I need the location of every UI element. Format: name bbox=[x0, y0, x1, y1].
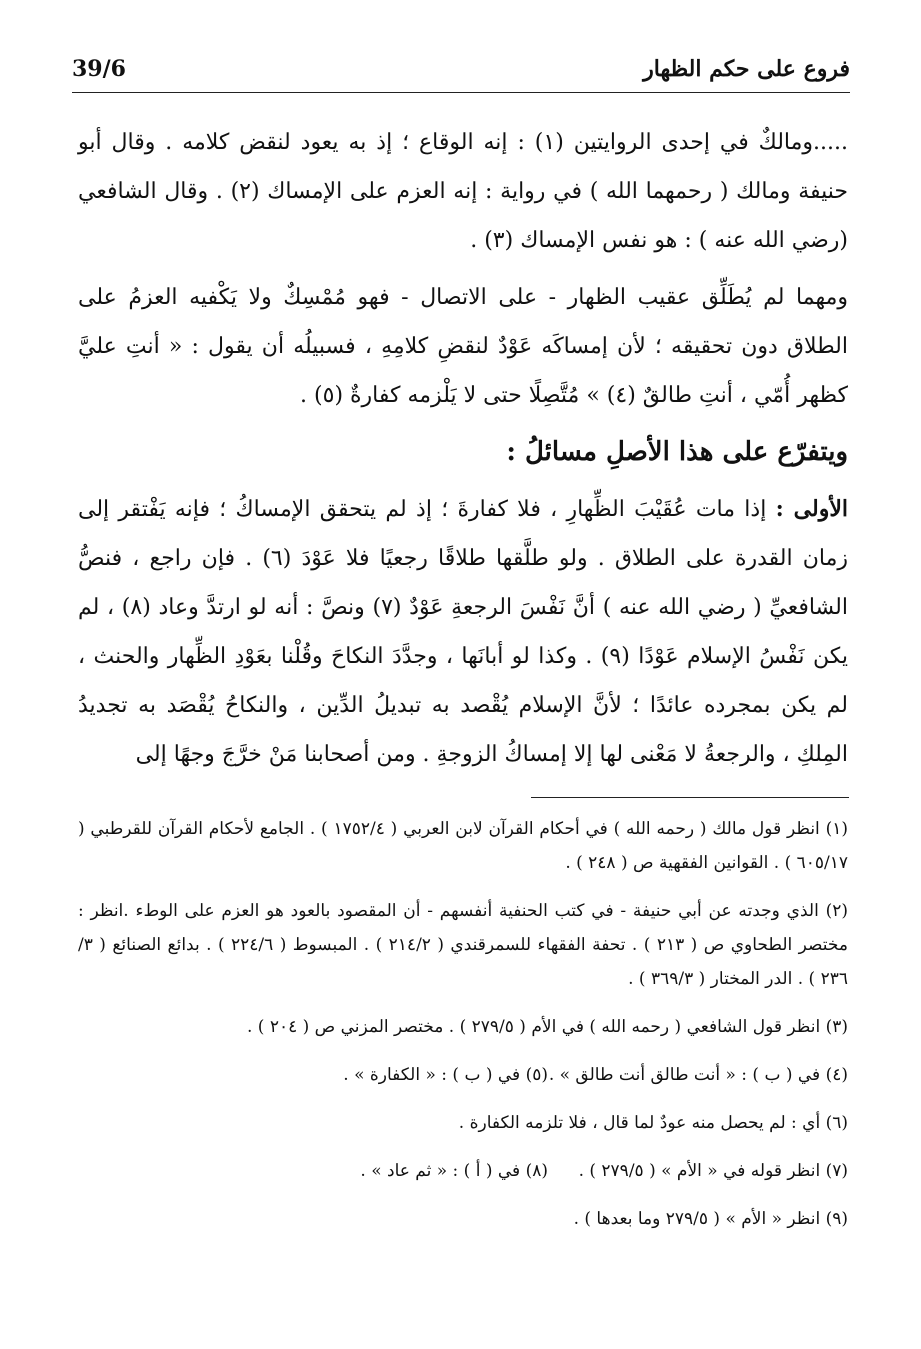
main-text bbox=[78, 118, 848, 787]
paragraph: ومهما لم يُطَلِّق عقيب الظهار - على الاتصال - فهو مُمْسِكٌ ولا يَكْفيه العزمُ على الطلاق دون تحقيقه ؛ لأن إمساكَه عَوْدٌ لنقضِ كلامِهِ ، فسبيلُه أن يقول : « أنتِ عليَّ كظهر أُمّي ، أنتِ طالقٌ (٤) » مُتَّصِلًا حتى لا يَلْزمه كفارةٌ (٥) . bbox=[78, 285, 848, 408]
section-heading: ويتفرّع على هذا الأصلِ مسائلُ : bbox=[506, 437, 848, 467]
footnote-8: (٨) في ( أ ) : « ثم عاد » . bbox=[360, 1161, 548, 1181]
paragraph bbox=[78, 485, 848, 779]
footnote-separator bbox=[531, 797, 849, 798]
footnote-9: (٩) انظر « الأم » ( ٢٧٩/٥ وما بعدها ) . bbox=[573, 1209, 848, 1229]
footnote-1: (١) انظر قول مالك ( رحمه الله ) في أحكام القرآن لابن العربي ( ١٧٥٢/٤ ) . الجامع لأحكام القرآن للقرطبي ( ٦٠٥/١٧ ) . القوانين الفقهية ص ( ٢٤٨ ) . bbox=[78, 819, 848, 873]
footnote-5: (٥) في ( ب ) : « الكفارة » . bbox=[343, 1065, 548, 1085]
issue-label: الأولى : bbox=[775, 496, 848, 522]
footnote-3: (٣) انظر قول الشافعي ( رحمه الله ) في الأم ( ٢٧٩/٥ ) . مختصر المزني ص ( ٢٠٤ ) . bbox=[246, 1017, 848, 1037]
footnotes bbox=[78, 812, 848, 1250]
footnote-4: (٤) في ( ب ) : « أنت طالق أنت طالق » . bbox=[548, 1065, 848, 1085]
footnote-6: (٦) أي : لم يحصل منه عودٌ لما قال ، فلا تلزمه الكفارة . bbox=[458, 1113, 848, 1133]
chapter-title: فروع على حكم الظهار bbox=[643, 56, 850, 82]
running-header bbox=[72, 52, 850, 93]
footnote-7: (٧) انظر قوله في « الأم » ( ٢٧٩/٥ ) . bbox=[578, 1161, 848, 1181]
paragraph-text: إذا مات عُقَيْبَ الظِّهارِ ، فلا كفارةَ ؛ إذ لم يتحقق الإمساكُ ؛ فإنه يَفْتقر إلى زمان القدرة على الطلاق . ولو طلَّقها طلاقًا رجعيًا فلا عَوْدَ (٦) . فإن راجع ، فنصُّ الشافعيِّ ( رضي الله عنه ) أنَّ نَفْسَ الرجعةِ عَوْدٌ (٧) ونصَّ : أنه لو ارتدَّ وعاد (٨) ، لم يكن نَفْسُ الإسلام عَوْدًا (٩) . وكذا لو أبانَها ، وجدَّدَ النكاحَ وقُلْنا بعَوْدِ الظِّهار والحنث ، لم يكن بمجرده عائدًا ؛ لأنَّ الإسلام يُقْصد به تبديلُ الدِّين ، والنكاحُ يُقْصَد به تجديدُ المِلكِ ، والرجعةُ لا مَعْنى لها إلا إمساكُ الزوجةِ . ومن أصحابنا مَنْ خرَّجَ وجهًا إلى bbox=[78, 497, 848, 767]
footnote-row bbox=[78, 1154, 848, 1188]
paragraph: .....ومالكٌ في إحدى الروايتين (١) : إنه الوقاع ؛ إذ به يعود لنقض كلامه . وقال أبو حنيفة ومالك ( رحمهما الله ) في رواية : إنه العزم على الإمساك (٢) . وقال الشافعي (رضي الله عنه ) : هو نفس الإمساك (٣) . bbox=[78, 130, 848, 253]
footnote-2: (٢) الذي وجدته عن أبي حنيفة - في كتب الحنفية أنفسهم - أن المقصود بالعود هو العزم على الوطء .انظر : مختصر الطحاوي ص ( ٢١٣ ) . تحفة الفقهاء للسمرقندي ( ٢١٤/٢ ) . المبسوط ( ٢٢٤/٦ ) . بدائع الصنائع ( ٣/ ٢٣٦ ) . الدر المختار ( ٣٦٩/٣ ) . bbox=[78, 901, 849, 989]
page-number: 39/6 bbox=[72, 56, 126, 82]
footnote-row bbox=[78, 1058, 848, 1092]
